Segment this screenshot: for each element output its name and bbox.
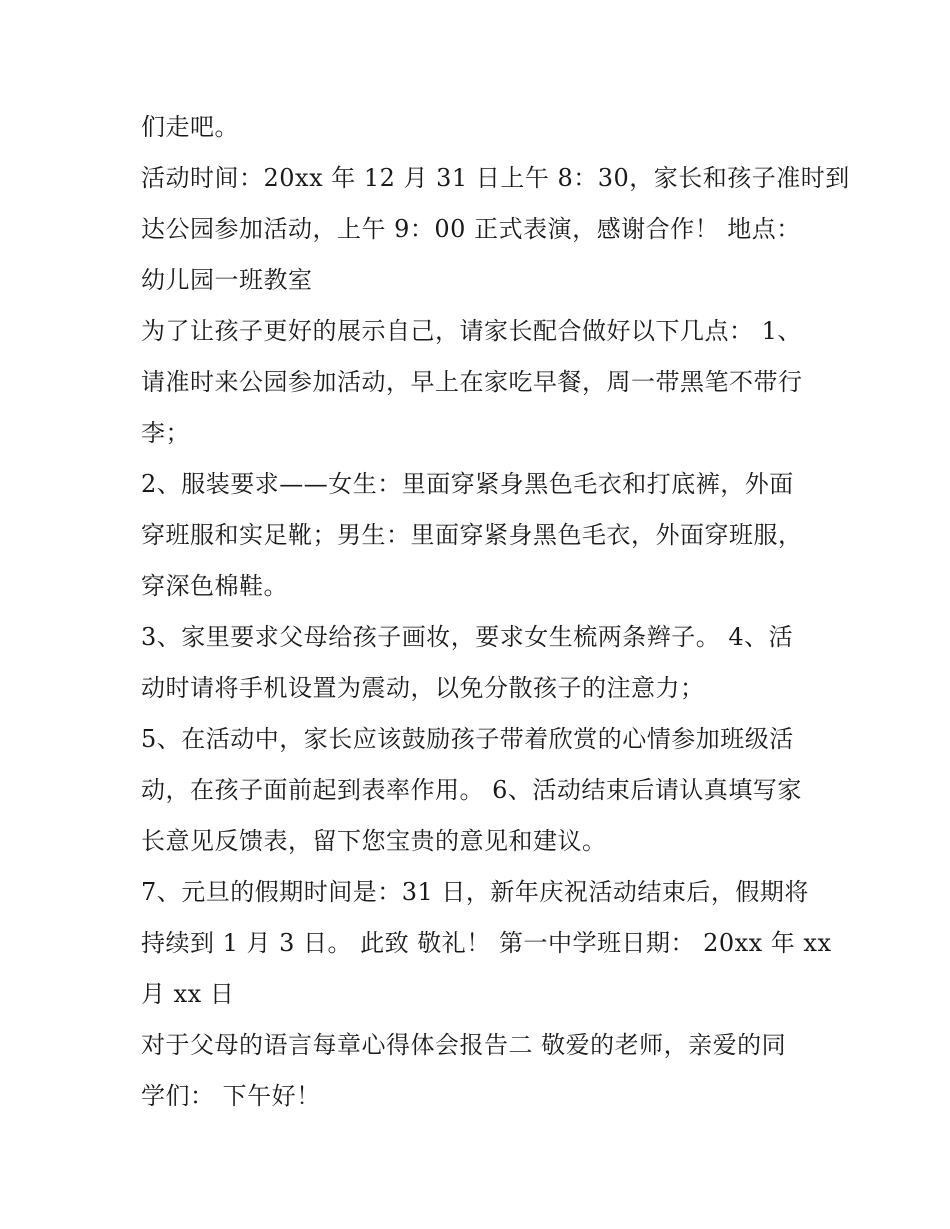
text-line: 穿班服和实足靴；男生：里面穿紧身黑色毛衣，外面穿班服， [141, 521, 803, 549]
text-line: 3、家里要求父母给孩子画妆，要求女生梳两条辫子。 4、活 [141, 623, 794, 651]
text-line: 对于父母的语言每章心得体会报告二 敬爱的老师，亲爱的同 [141, 1031, 787, 1059]
text-line: 为了让孩子更好的展示自己，请家长配合做好以下几点： 1、 [141, 317, 802, 345]
text-line: 长意见反馈表，留下您宝贵的意见和建议。 [141, 827, 607, 855]
text-line: 请准时来公园参加活动，早上在家吃早餐，周一带黑笔不带行 [141, 368, 803, 396]
text-line: 达公园参加活动，上午 9：00 正式表演，感谢合作！ 地点： [141, 215, 801, 243]
text-line: 活动时间：20xx 年 12 月 31 日上午 8：30，家长和孩子准时到 [141, 164, 850, 192]
text-line: 月 xx 日 [141, 980, 235, 1008]
text-line: 动，在孩子面前起到表率作用。 6、活动结束后请认真填写家 [141, 776, 802, 804]
text-line: 动时请将手机设置为震动，以免分散孩子的注意力； [141, 674, 705, 702]
text-line: 穿深色棉鞋。 [141, 572, 288, 600]
text-line: 学们： 下午好！ [141, 1082, 321, 1110]
text-line: 持续到 1 月 3 日。 此致 敬礼！ 第一中学班日期： 20xx 年 xx [141, 929, 832, 957]
document-body [141, 102, 850, 1122]
text-line: 7、元旦的假期时间是：31 日，新年庆祝活动结束后，假期将 [141, 878, 809, 906]
text-line: 们走吧。 [141, 113, 239, 141]
text-line: 2、服装要求——女生：里面穿紧身黑色毛衣和打底裤，外面 [141, 470, 794, 498]
text-line: 李； [141, 419, 190, 447]
text-line: 幼儿园一班教室 [141, 266, 313, 294]
text-line: 5、在活动中，家长应该鼓励孩子带着欣赏的心情参加班级活 [141, 725, 794, 753]
